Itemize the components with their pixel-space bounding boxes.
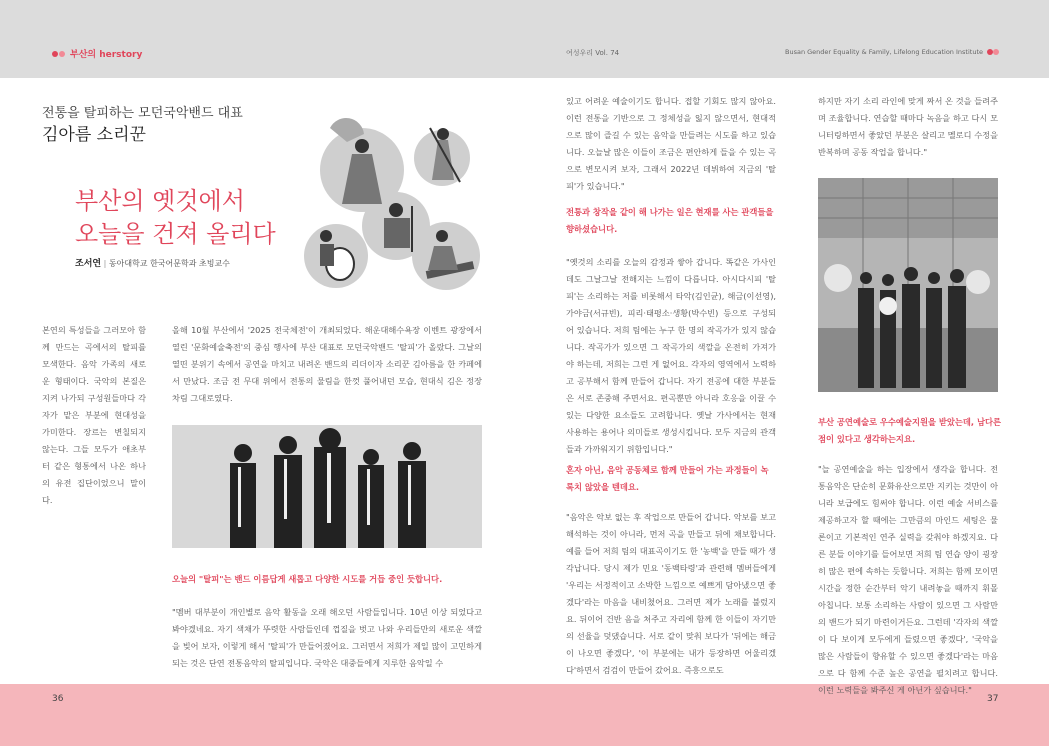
- band-photo: [172, 425, 482, 548]
- org-label: [785, 48, 999, 56]
- question-caption-1: 오늘의 "탈피"는 밴드 이름답게 새롭고 다양한 시도를 거듭 중인 듯합니다.: [172, 574, 443, 584]
- headline: [75, 185, 276, 251]
- body-paragraph-7: "늘 공연예술을 하는 입장에서 생각을 합니다. 전통음악은 단순히 문화유산으로만 지키는 것만이 아니라 보급에도 힘써야 합니다. 이런 예술 서비스를 제공하고자 할 때에는 그만큼의 마인드 세팅은 물론이고 기본적인 연주 실력을 갖춰야 하겠지요. 다른 분들 이야기를 들어보면 저희 팀 연습 양이 굉장히 많은 편에 속하는 듯합니다. 저희는 함께 모이면 시간을 정한 순간부터 악기 내려놓을 때까지 휘몰아칩니다. 보통 소리하는 사람이 있으면 그 사람만의 밴드가 되기 마련이거든요. 그런데 '각자의 색깔이 다 보이게 모두에게 들렸으면 좋겠다', '국악을 많은 사람들이 향유할 수 있으면 좋겠다'라는 마음으로 다 함께 수준 높은 공연을 펼치려고 합니다. 이런 노력들을 봐주신 게 아닌가 싶습니다.": [818, 464, 998, 695]
- section-label: [52, 47, 142, 60]
- question-caption-2: 전통과 창작을 같이 해 나가는 일은 현재를 사는 관객들을 향하셨습니다.: [566, 207, 774, 234]
- band-members-image: [172, 425, 482, 548]
- body-paragraph-1: 올해 10월 부산에서 '2025 전국체전'이 개최되었다. 해운대해수욕장 이벤트 광장에서 열린 '문화예술축전'의 중심 행사에 부산 대표로 모던국악밴드 '탈피'가 올랐다. 그날의 열띤 분위기 속에서 공연을 마치고 내려온 밴드의 리더이자 소리꾼 김아름을 한 카페에서 만났다. 조금 전 무대 위에서 전통의 물림을 한껏 풀어내던 모습, 현대식 김은 정장 차림 그대로였다.: [172, 325, 482, 403]
- dot-icon: [993, 49, 999, 55]
- page-number-right: 37: [987, 694, 999, 704]
- intro-column: 본연의 특성들을 그러모아 함께 만드는 곡에서의 탈피를 모색한다. 음악 가족의 새로운 형태이다. 국악의 본질은 지켜 나가되 구성원들마다 각자가 맡은 부분에 현대성을 가미한다. 장르는 변칠되지 않는다. 그들 모두가 애초부터 같은 형통에서 나온 하나의 유전 집단이었으니 말이다.: [42, 325, 146, 505]
- body-paragraph-6: 하지만 자기 소리 라인에 맞게 짜서 온 것을 들려주며 조율합니다. 연습할 때마다 녹음을 하고 다시 모니터링하면서 좋았던 부분은 살리고 멜로디 수정을 반복하며 공동 작업을 합니다.": [818, 96, 998, 157]
- dot-icon: [52, 51, 58, 57]
- gugak-illustration: [300, 118, 486, 296]
- author-affiliation: 동아대학교 한국어문학과 초빙교수: [108, 259, 230, 268]
- issue-label: 여성우리 Vol. 74: [566, 49, 620, 57]
- body-paragraph-5: "음악은 악보 없는 후 작업으로 만들어 갑니다. 악보를 보고 해석하는 것이 아니라, 먼저 곡을 만들고 뒤에 채보합니다. 예를 들어 저희 팀의 대표곡이기도 한 '농백'을 만들 때가 생각납니다. 당시 제가 민요 '동백타령'과 관련해 멤버들에게 '우리는 서정적이고 소박한 느낌으로 예쁘게 담아냈으면 좋겠다'라는 마음을 내비쳤어요. 그러면 제가 노래를 불렀지요. 뒤이어 건반 음을 쳐주고 자리에 함께 한 이들이 자기만의 선율을 덧댔습니다. 서로 같이 맞춰 보다가 '뒤에는 해금이 나오면 좋겠다', '이 부분에는 내가 등장하면 어울리겠다'하면서 검검이 만들어 갔어요. 즉흥으로도: [566, 512, 776, 675]
- body-paragraph-4: "옛것의 소리를 오늘의 감정과 쌓아 갑니다. 똑같은 가사인데도 그날그날 전해지는 느낌이 다릅니다. 아시다시피 '탈피'는 소리하는 저를 비롯해서 타악(김인균), 해금(이선영), 가야금(서규빈), 피리·태평소·생황(박수빈) 등으로 구성되어 있습니다. 저희 팀에는 누구 한 명의 작곡가가 있지 않습니다. 작곡가가 있으면 그 작곡가의 색깔을 온전히 가져가야 하는데, 저희는 그런 게 없어요. 각자의 영역에서 노력하고 공부해서 함께 만들어 갑니다. 자기 전공에 대한 부분들은 서로 존중해 주면서요. 편곡뿐만 아니라 호응을 이끌 수 있는 다양한 요소들도 고려합니다. 옛날 가사에서는 현재 사용하는 용어나 의미들로 생성시킵니다. 모두 지금의 관객들과 가까워지기 위함입니다.": [566, 257, 776, 454]
- org-name: Busan Gender Equality & Family, Lifelong Education Institute: [785, 48, 983, 56]
- headline-line-2: 오늘을 건져 올리다: [75, 220, 276, 248]
- top-band: [0, 0, 1049, 78]
- author-name: 조서연: [75, 259, 102, 269]
- body-paragraph-2: "멤버 대부분이 개인별로 음악 활동을 오래 해오던 사람들입니다. 10년 이상 되었다고 봐야겠네요. 자기 색채가 뚜렷한 사람들인데 껍질을 벗고 나와 우리들만의 새로운 색깔을 빚어 보자, 이렇게 해서 '탈피'가 만들어졌어요. 그러면서 저희가 제일 많이 고민하게 되는 것은 단연 전통음악의 탈피입니다. 국악은 대중들에게 지루한 음악일 수: [172, 607, 482, 668]
- performance-group-image: [818, 178, 998, 392]
- performance-photo: [818, 178, 998, 392]
- page-number-left: 36: [52, 694, 64, 704]
- section-title: 부산의 herstory: [70, 50, 143, 60]
- question-caption-3: 혼자 아닌, 음악 공동체로 함께 만들어 가는 과정들이 녹록치 않았을 텐데요.: [566, 465, 769, 492]
- question-caption-4: 부산 공연예술로 우수예술지원을 받았는데, 남다른 점이 있다고 생각하는지요.: [818, 417, 1002, 444]
- body-paragraph-3: 있고 어려운 예술이기도 합니다. 접할 기회도 많지 않아요. 이런 전통을 기반으로 그 정체성을 잃지 않으면서, 현대적으로 많이 즐길 수 있는 음악을 만들려는 시도를 하고 있습니다. 오늘날 많은 이들이 조금은 편안하게 들을 수 있는 곡으로 변모시켜 보자, 그래서 2022년 데뷔하여 지금의 '탈피'가 있습니다.": [566, 96, 776, 191]
- dot-icon: [59, 51, 65, 57]
- pretitle: 전통을 탈피하는 모던국악밴드 대표: [42, 106, 243, 121]
- headline-line-1: 부산의 옛것에서: [75, 187, 245, 215]
- subject-name: 김아름 소리꾼: [42, 125, 146, 145]
- byline: 조서연 | 동아대학교 한국어문학과 초빙교수: [75, 259, 230, 269]
